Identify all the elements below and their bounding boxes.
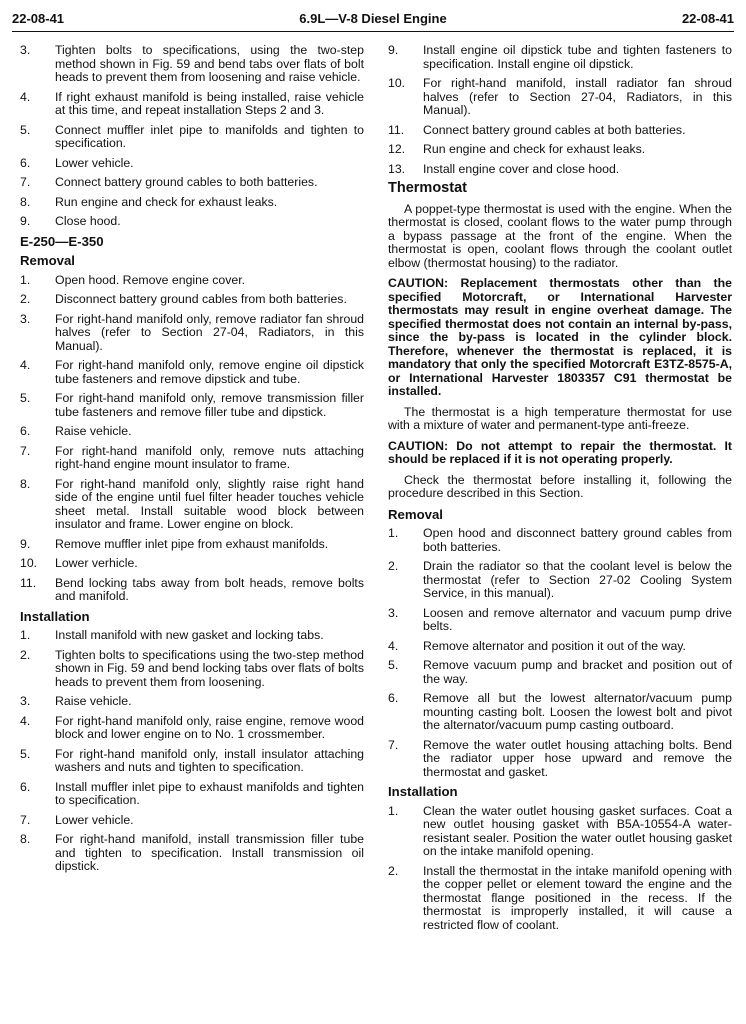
list-item: 6. Install muffler inlet pipe to exhaust manifolds and tighten to specification. <box>20 779 364 807</box>
list-item: 2. Tighten bolts to specifications using the two-step method shown in Fig. 59 and bend locking tabs over flats of bolts heads to prevent them from loosening. <box>20 647 364 689</box>
removal-heading: Removal <box>20 253 75 268</box>
thermostat-type-note: The thermostat is a high temperature thermostat for use with a mixture of water and permanent-type anti-freeze. <box>388 404 732 432</box>
list-item: 1. Clean the water outlet housing gasket surfaces. Coat a new outlet housing gasket with B5A-10554-A water-resistant sealer. Position the water outlet housing gasket on the intake manifold opening. <box>388 803 732 858</box>
caution-replacement: CAUTION: Replacement thermostats other than the specified Motorcraft, or International Harvester thermostats may result in engine overheat damage. The specified thermostat does not contain an internal by-pass, since the by-pass is located in the cylinder block. Therefore, whenever the thermostat is replaced, it is mandatory that only the specified Motorcraft E3TZ-8575-A, or International Harvester 1803357 C91 thermostat be installed. <box>388 276 732 398</box>
thermostat-heading: Thermostat <box>388 180 467 196</box>
list-item: 9. Install engine oil dipstick tube and tighten fasteners to specification. Install engine oil dipstick. <box>388 43 732 71</box>
list-item: 1. Open hood and disconnect battery ground cables from both batteries. <box>388 526 732 554</box>
list-item: 10. Lower verhicle. <box>20 556 138 570</box>
list-item: 9. Remove muffler inlet pipe from exhaust manifolds. <box>20 536 329 551</box>
removal-steps <box>20 274 364 604</box>
exhaust-install-steps-continued <box>20 44 364 229</box>
thermostat-removal-heading: Removal <box>388 506 443 522</box>
list-item: 6. Remove all but the lowest alternator/vacuum pump mounting casting bolt. Loosen the lowest bolt and pivot the alternator/vacuum pump casting outboard. <box>388 691 732 732</box>
list-item: 3. For right-hand manifold only, remove radiator fan shroud halves (refer to Section 27-04, Radiators, in this Manual). <box>20 311 364 353</box>
list-item: 9. Close hood. <box>20 214 121 228</box>
list-item: 13. Install engine cover and close hood. <box>388 161 620 176</box>
list-item: 7. Remove the water outlet housing attaching bolts. Bend the radiator upper hose upward and remove the thermostat and gasket. <box>388 737 732 779</box>
installation-steps <box>20 629 364 874</box>
page-title: 6.9L—V-8 Diesel Engine <box>299 11 447 26</box>
list-item: 5. Remove vacuum pump and bracket and position out of the way. <box>388 658 732 686</box>
list-item: 5. Connect muffler inlet pipe to manifolds and tighten to specification. <box>20 122 364 150</box>
list-item: 5. For right-hand manifold only, remove transmission filler tube fasteners and remove filler tube and dipstick. <box>20 391 364 419</box>
thermostat-installation-heading: Installation <box>388 784 458 799</box>
list-item: 3. Loosen and remove alternator and vacuum pump drive belts. <box>388 605 732 633</box>
page-number-left: 22-08-41 <box>12 11 65 26</box>
caution-repair: CAUTION: Do not attempt to repair the thermostat. It should be replaced if it is not operating properly. <box>388 438 732 466</box>
list-item: 6. Lower vehicle. <box>20 155 134 170</box>
list-item: 4. If right exhaust manifold is being installed, raise vehicle at this time, and repeat installation Steps 2 and 3. <box>20 89 364 117</box>
list-item: 4. Remove alternator and position it out of the way. <box>388 638 686 653</box>
list-item: 4. For right-hand manifold only, raise engine, remove wood block and lower engine on to No. 1 crossmember. <box>20 713 364 741</box>
list-item: 10. For right-hand manifold, install radiator fan shroud halves (refer to Section 27-04, Radiators, in this Manual). <box>388 76 732 117</box>
list-item: 8. Run engine and check for exhaust leaks. <box>20 194 278 209</box>
thermostat-description: A poppet-type thermostat is used with the engine. When the thermostat is closed, coolant flows to the water pump through a bypass passage at the front of the engine. When the thermostat is open, coolant flows through the coolant outlet elbow (thermostat housing) to the radiator. <box>388 201 732 270</box>
list-item: 8. For right-hand manifold, install transmission filler tube and tighten to specification. Install transmission oil dipstick. <box>20 832 364 873</box>
check-note: Check the thermostat before installing it, following the procedure described in this Section. <box>388 472 732 500</box>
list-item: 12. Run engine and check for exhaust leaks. <box>388 142 646 156</box>
list-item: 2. Disconnect battery ground cables from both batteries. <box>20 292 347 306</box>
thermostat-removal-steps <box>388 527 732 779</box>
list-item: 8. For right-hand manifold only, slightly raise right hand side of the engine until fuel filter header touches vehicle sheet metal. Install suitable wood block between insulator and frame. Lower engine on block. <box>20 476 364 531</box>
list-item: 4. For right-hand manifold only, remove engine oil dipstick tube fasteners and remove dipstick and tube. <box>20 358 364 386</box>
list-item: 7. For right-hand manifold only, remove nuts attaching right-hand engine mount insulator to frame. <box>20 443 364 471</box>
section-heading-e250-e350: E-250—E-350 <box>20 233 104 249</box>
list-item: 11. Connect battery ground cables at both batteries. <box>388 122 686 137</box>
list-item: 6. Raise vehicle. <box>20 424 132 438</box>
list-item: 1. Open hood. Remove engine cover. <box>20 272 246 287</box>
page-number-right: 22-08-41 <box>681 11 734 26</box>
installation-heading: Installation <box>20 608 90 624</box>
list-item: 2. Drain the radiator so that the coolant level is below the thermostat (refer to Section 27-02 Cooling System Service, in this manual). <box>388 559 732 600</box>
list-item: 3. Tighten bolts to specifications, using the two-step method shown in Fig. 59 and bend tabs over flats of bolt heads to prevent them from loosening and raise vehicle. <box>20 43 364 84</box>
right-column <box>388 44 732 938</box>
list-item: 2. Install the thermostat in the intake manifold opening with the copper pellet or element toward the engine and the thermostat flange positioned in the recess. If the thermostat is improperly installed, it will cause a restricted flow of coolant. <box>388 863 732 932</box>
list-item: 1. Install manifold with new gasket and locking tabs. <box>20 628 324 642</box>
page-header <box>12 9 734 32</box>
installation-steps-continued <box>388 44 732 176</box>
list-item: 5. For right-hand manifold only, install insulator attaching washers and nuts and tighten to specification. <box>20 746 364 774</box>
thermostat-installation-steps <box>388 805 732 933</box>
list-item: 7. Connect battery ground cables to both batteries. <box>20 175 318 189</box>
list-item: 11. Bend locking tabs away from bolt heads, remove bolts and manifold. <box>20 575 364 603</box>
list-item: 7. Lower vehicle. <box>20 812 134 827</box>
list-item: 3. Raise vehicle. <box>20 694 132 708</box>
left-column <box>20 44 364 880</box>
